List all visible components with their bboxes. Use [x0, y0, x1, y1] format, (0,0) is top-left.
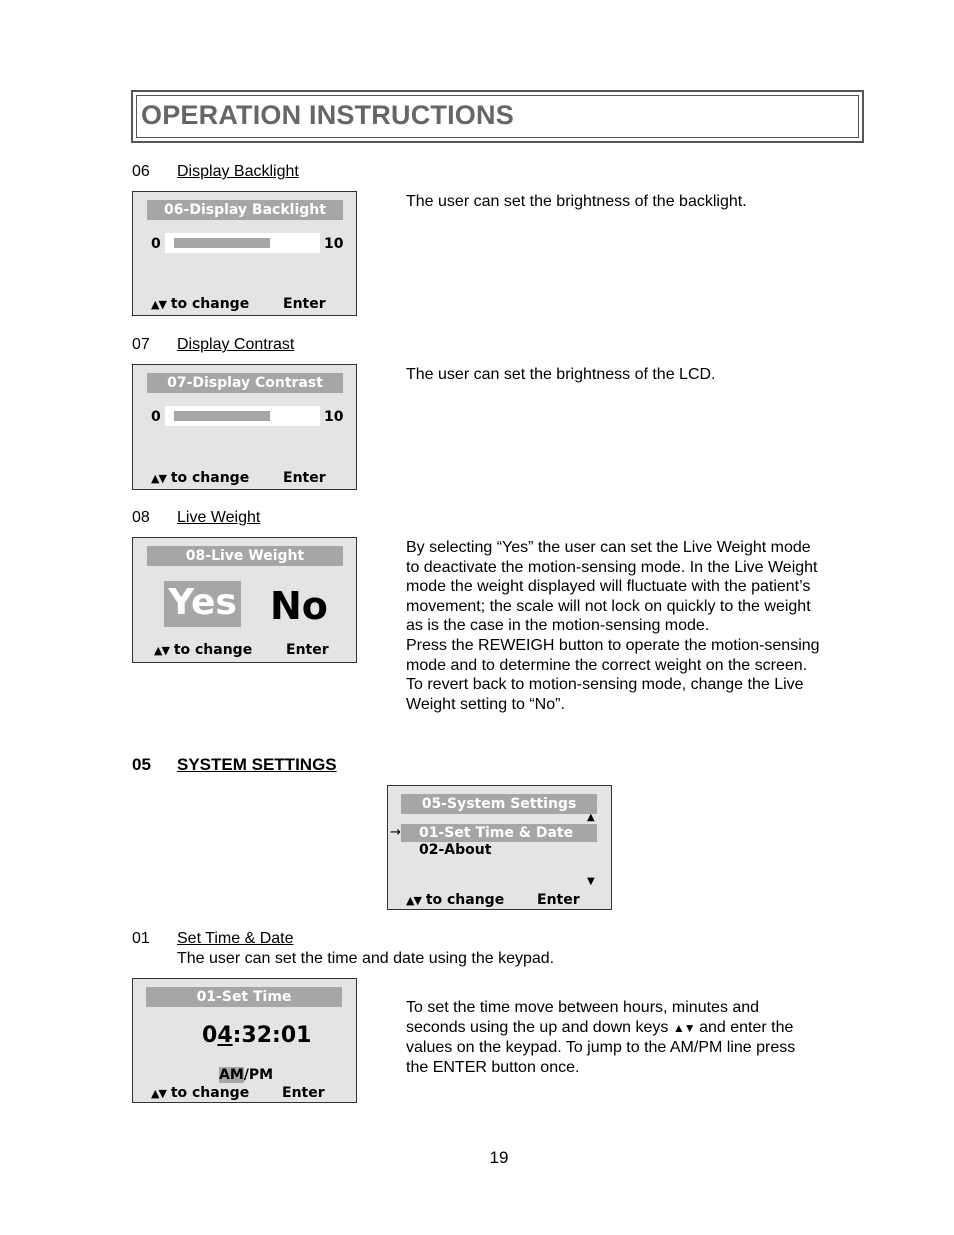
hint-label: to change	[170, 1085, 250, 1101]
description-line: movement; the scale will not lock on quickly to the weight	[406, 597, 811, 615]
down-arrow-icon: ▼	[413, 894, 421, 907]
slider-fill	[174, 411, 270, 421]
no-option: No	[270, 584, 328, 628]
section-number: 05	[132, 755, 151, 774]
description-line: By selecting “Yes” the user can set the Live Weight mode	[406, 539, 811, 556]
enter-label: Enter	[537, 892, 580, 908]
description-line	[406, 1018, 795, 1039]
live-weight-screen	[132, 537, 357, 663]
description-line: the ENTER button once.	[406, 1058, 580, 1076]
enter-label: Enter	[282, 1085, 325, 1101]
hint-row	[151, 1085, 249, 1101]
down-arrow-icon: ▼	[161, 644, 169, 657]
scroll-down-icon: ▼	[587, 876, 594, 887]
up-arrow-icon: ▲	[151, 472, 159, 485]
screen-title: 08-Live Weight	[147, 546, 343, 566]
backlight-screen	[132, 191, 357, 316]
screen-title: 05-System Settings	[401, 794, 597, 814]
up-arrow-icon: ▲	[154, 644, 162, 657]
section-subtitle: The user can set the time and date using the keypad.	[177, 950, 555, 967]
down-arrow-icon: ▼	[158, 298, 166, 311]
hint-row	[154, 642, 252, 658]
time-cursor-digit: 4	[217, 1023, 233, 1048]
section-number: 08	[132, 509, 150, 526]
contrast-screen	[132, 364, 357, 490]
down-arrow-icon: ▼	[158, 472, 166, 485]
system-settings-screen	[387, 785, 612, 910]
menu-item-set-time-date	[401, 824, 597, 842]
hint-label: to change	[170, 470, 250, 486]
backlight-slider	[165, 233, 320, 253]
page-title: OPERATION INSTRUCTIONS	[141, 100, 514, 130]
description-line: Weight setting to “No”.	[406, 695, 565, 713]
menu-item-label: 01-Set Time & Date	[419, 825, 574, 841]
selection-arrow-icon: →	[390, 825, 401, 840]
set-time-description	[406, 998, 795, 1077]
up-arrow-icon: ▲	[151, 298, 159, 311]
hint-row	[406, 892, 504, 908]
time-display	[202, 1023, 311, 1048]
time-rest: :32:01	[232, 1023, 312, 1048]
am-option: AM	[219, 1067, 244, 1083]
contrast-description: The user can set the brightness of the LCD.	[406, 366, 716, 383]
section-title: Display Contrast	[177, 336, 295, 353]
description-line: values on the keypad. To jump to the AM/PM line press	[406, 1039, 796, 1057]
live-weight-description	[406, 538, 820, 714]
enter-label: Enter	[283, 470, 326, 486]
hint-row	[151, 470, 249, 486]
backlight-description: The user can set the brightness of the backlight.	[406, 193, 747, 210]
up-arrow-icon: ▲	[151, 1087, 159, 1100]
am-pm-selector	[219, 1067, 273, 1083]
description-text: seconds using the up and down keys	[406, 1018, 669, 1036]
up-arrow-icon: ▲	[406, 894, 414, 907]
down-arrow-icon: ▼	[683, 1020, 695, 1035]
slider-max-label: 10	[324, 409, 344, 425]
pm-option: /PM	[243, 1067, 274, 1083]
section-title: SYSTEM SETTINGS	[177, 755, 337, 774]
description-line: mode and to determine the correct weight on the screen.	[406, 656, 808, 674]
section-title: Live Weight	[177, 509, 261, 526]
description-line: to deactivate the motion-sensing mode. In the Live Weight	[406, 558, 818, 576]
description-line: To set the time move between hours, minutes and	[406, 999, 760, 1016]
section-number: 07	[132, 336, 150, 353]
screen-title: 01-Set Time	[146, 987, 342, 1007]
set-time-screen	[132, 978, 357, 1103]
scroll-up-icon: ▲	[587, 812, 594, 823]
slider-min-label: 0	[151, 236, 161, 252]
enter-label: Enter	[286, 642, 329, 658]
up-arrow-icon: ▲	[672, 1020, 684, 1035]
section-number: 06	[132, 163, 150, 180]
description-line: as is the case in the motion-sensing mode.	[406, 617, 710, 635]
section-number: 01	[132, 930, 150, 947]
section-title: Set Time & Date	[177, 930, 294, 947]
description-line: mode the weight displayed will fluctuate with the patient’s	[406, 578, 811, 596]
slider-fill	[174, 238, 270, 248]
page-number: 19	[489, 1148, 509, 1167]
page-header	[131, 90, 864, 143]
yes-option: Yes	[164, 581, 241, 627]
down-arrow-icon: ▼	[158, 1087, 166, 1100]
section-title: Display Backlight	[177, 163, 299, 180]
slider-min-label: 0	[151, 409, 161, 425]
hint-label: to change	[173, 642, 253, 658]
screen-title: 07-Display Contrast	[147, 373, 343, 393]
hint-row	[151, 296, 249, 312]
slider-max-label: 10	[324, 236, 344, 252]
description-line: Press the REWEIGH button to operate the motion-sensing	[406, 636, 820, 654]
contrast-slider	[165, 406, 320, 426]
description-text: and enter the	[699, 1018, 794, 1036]
enter-label: Enter	[283, 296, 326, 312]
menu-item-about: 02-About	[419, 842, 492, 858]
description-line: To revert back to motion-sensing mode, change the Live	[406, 676, 804, 694]
hint-label: to change	[170, 296, 250, 312]
hint-label: to change	[425, 892, 505, 908]
screen-title: 06-Display Backlight	[147, 200, 343, 220]
time-digit: 0	[202, 1023, 218, 1048]
